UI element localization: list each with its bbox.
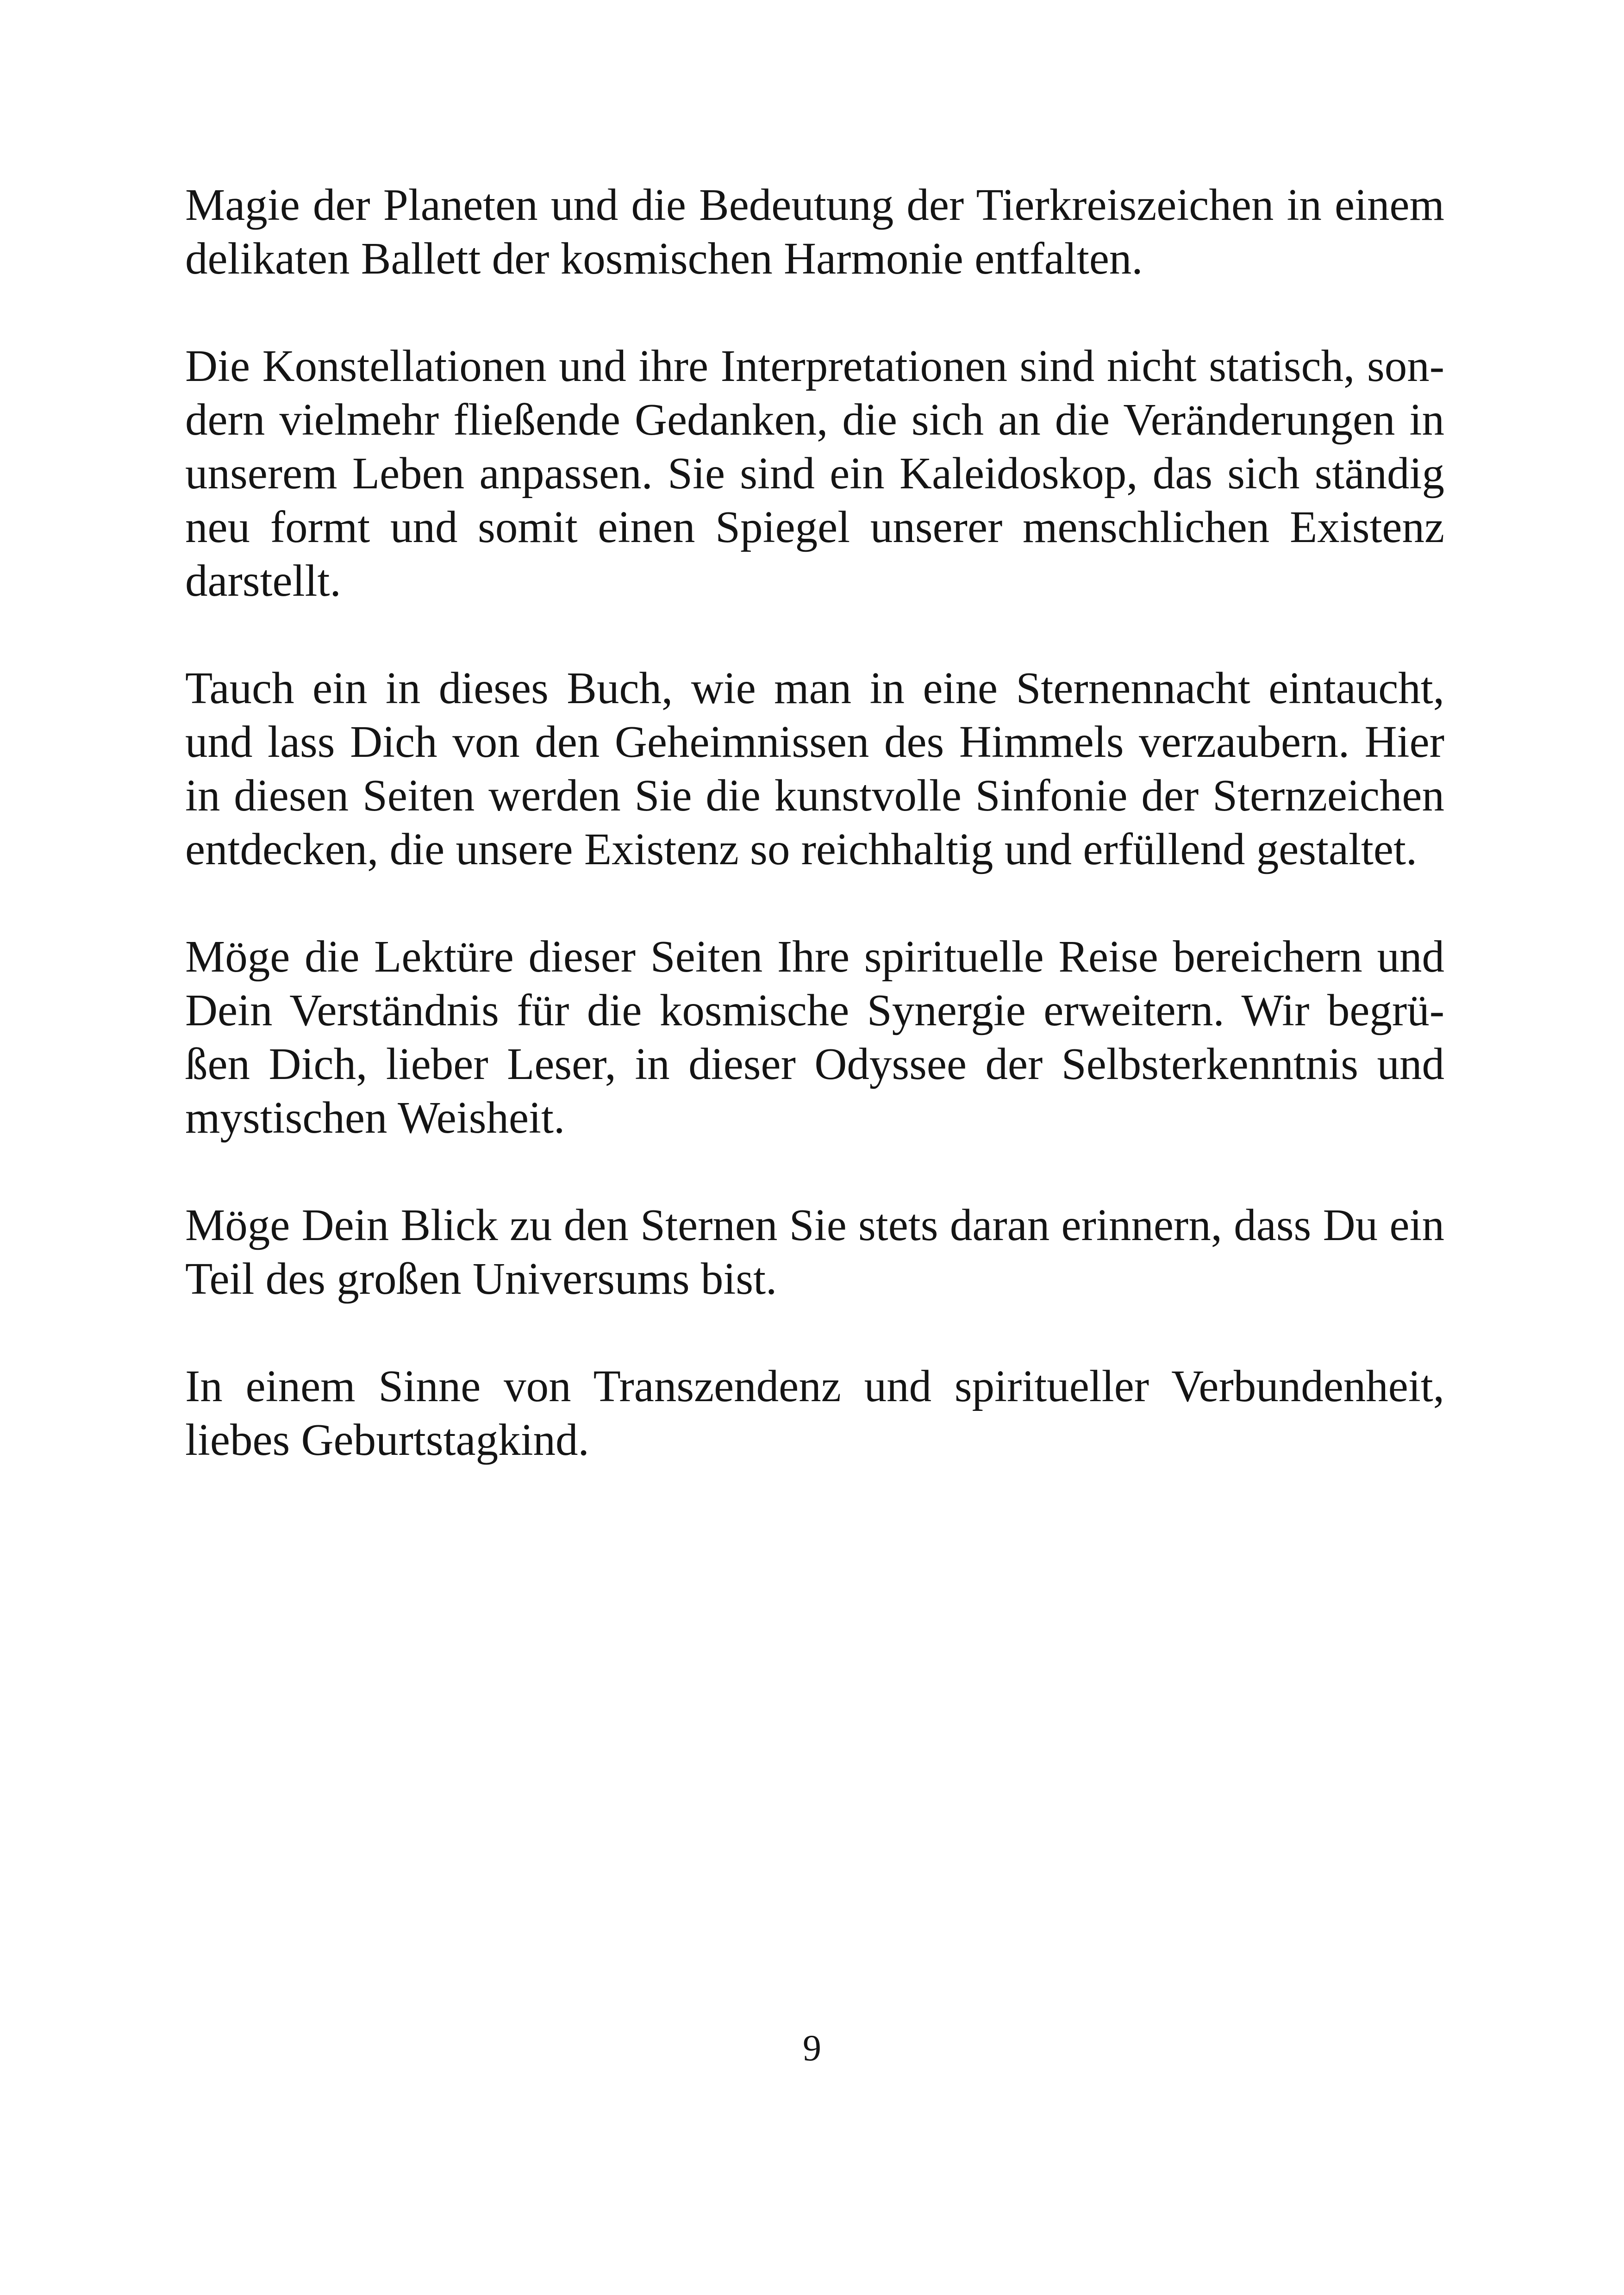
paragraph (185, 339, 1444, 608)
text-line: Tauch ein in dieses Buch, wie man in eine Sternennacht eintaucht, (185, 663, 1444, 713)
text-line: Die Konstellationen und ihre Interpretationen sind nicht statisch, son- (185, 341, 1444, 391)
paragraph (185, 1198, 1444, 1306)
paragraph (185, 930, 1444, 1145)
body-text (185, 178, 1444, 1521)
text-line: Möge die Lektüre dieser Seiten Ihre spirituelle Reise bereichern und (185, 932, 1444, 981)
text-line: In einem Sinne von Transzendenz und spiritueller Verbundenheit, (185, 1361, 1444, 1411)
text-line: darstellt. (185, 556, 341, 605)
text-line: neu formt und somit einen Spiegel unserer menschlichen Existenz (185, 502, 1444, 552)
text-line: Teil des großen Universums bist. (185, 1254, 777, 1303)
paragraph (185, 1360, 1444, 1467)
text-line: Dein Verständnis für die kosmische Synergie erweitern. Wir begrü- (185, 985, 1444, 1035)
text-line: Magie der Planeten und die Bedeutung der Tierkreiszeichen in einem (185, 180, 1444, 230)
paragraph (185, 661, 1444, 876)
page-number: 9 (803, 2028, 821, 2069)
text-line: Möge Dein Blick zu den Sternen Sie stets daran erinnern, dass Du ein (185, 1200, 1444, 1250)
text-line: entdecken, die unsere Existenz so reichhaltig und erfüllend gestaltet. (185, 824, 1418, 874)
text-line: unserem Leben anpassen. Sie sind ein Kaleidoskop, das sich ständig (185, 449, 1444, 498)
text-line: liebes Geburtstagkind. (185, 1415, 589, 1465)
text-line: delikaten Ballett der kosmischen Harmonie entfalten. (185, 234, 1143, 283)
text-line: ßen Dich, lieber Leser, in dieser Odyssee der Selbsterkenntnis und (185, 1039, 1444, 1089)
text-line: mystischen Weisheit. (185, 1093, 565, 1142)
text-line: in diesen Seiten werden Sie die kunstvolle Sinfonie der Sternzeichen (185, 771, 1444, 820)
paragraph (185, 178, 1444, 286)
text-line: und lass Dich von den Geheimnissen des Himmels verzaubern. Hier (185, 717, 1444, 767)
text-line: dern vielmehr fließende Gedanken, die sich an die Veränderungen in (185, 395, 1444, 444)
